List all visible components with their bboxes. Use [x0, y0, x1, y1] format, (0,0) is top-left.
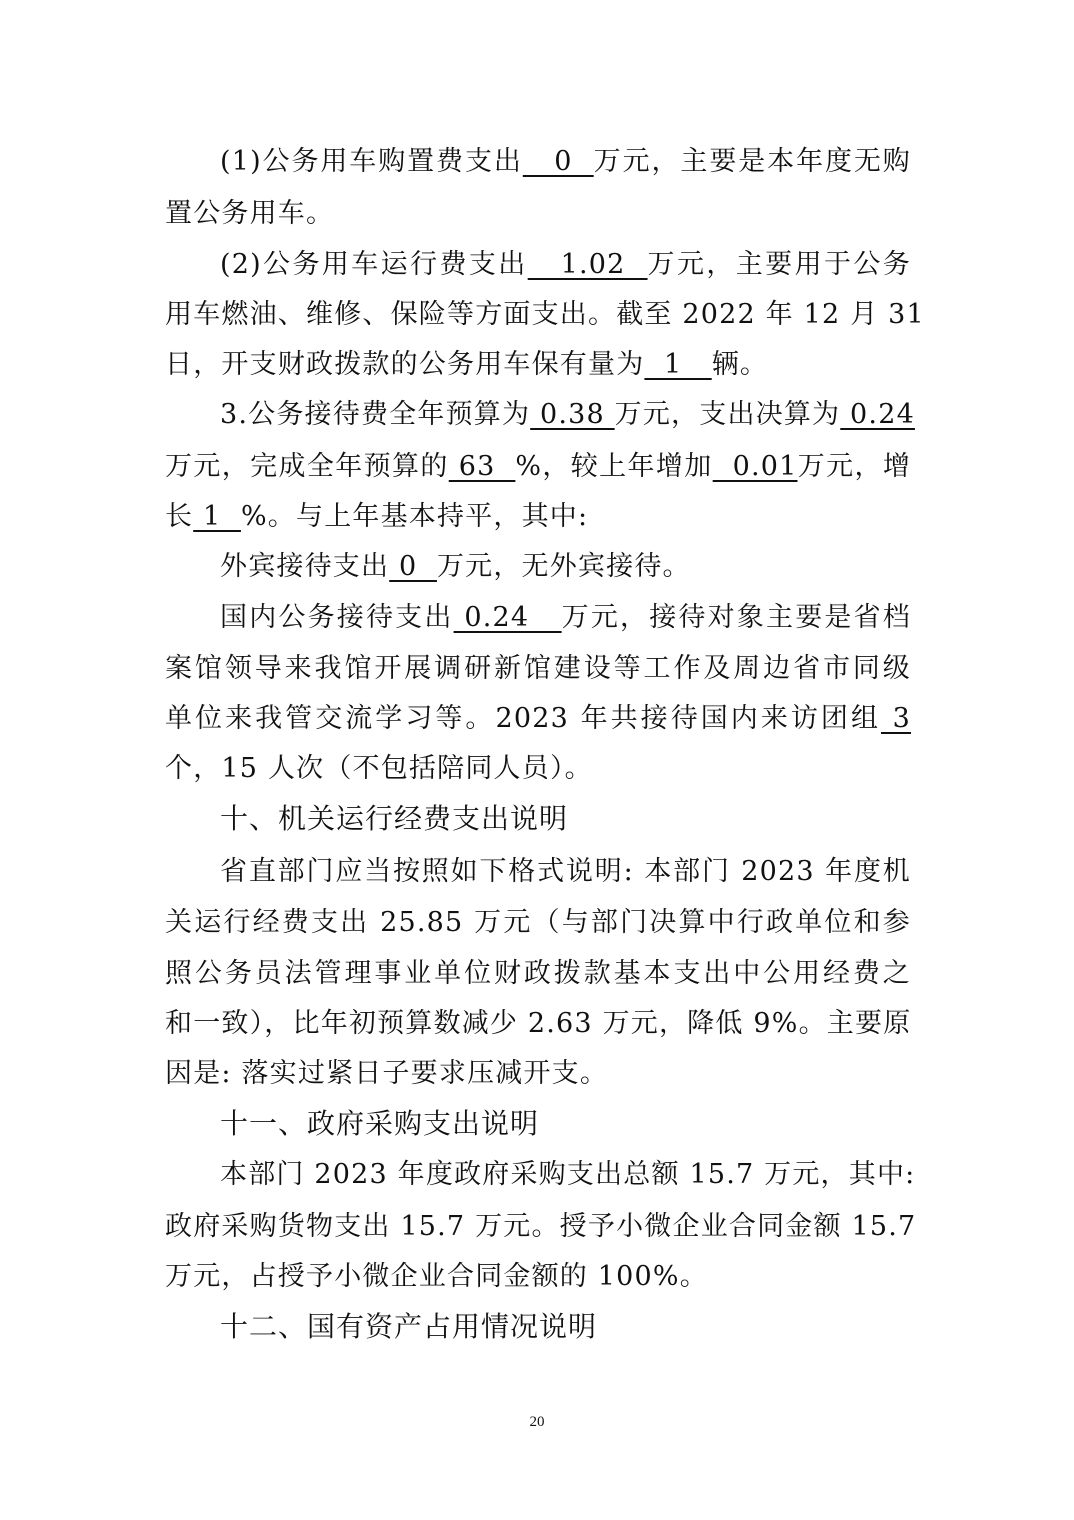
reception-line-3 — [165, 500, 911, 534]
section-10-line-2: 关运行经费支出 25.85 万元（与部门决算中行政单位和参 — [165, 907, 911, 938]
section-11-line-1: 本部门 2023 年度政府采购支出总额 15.7 万元，其中: — [220, 1159, 916, 1190]
car-operation-amount: 1.02 — [527, 249, 648, 280]
car-count: 1 — [644, 349, 712, 380]
car-operation-line3-suffix: 辆。 — [711, 349, 769, 380]
domestic-reception-line-4: 个，15 人次（不包括陪同人员）。 — [165, 753, 593, 784]
reception-mid: 万元，支出决算为 — [614, 399, 841, 430]
car-purchase-line-1 — [220, 145, 911, 179]
reception-pct: 63 — [448, 451, 516, 482]
foreign-reception-line — [220, 550, 911, 584]
section-10-line-5: 因是: 落实过紧日子要求压减开支。 — [165, 1058, 609, 1089]
reception-line3-a: 长 — [165, 501, 194, 532]
car-purchase-amount: 0 — [522, 146, 594, 177]
section-10-line-3: 照公务员法管理事业单位财政拨款基本支出中公用经费之 — [165, 958, 911, 989]
section-11-line-2: 政府采购货物支出 15.7 万元。授予小微企业合同金额 15.7 — [165, 1211, 917, 1242]
section-10-line-4: 和一致），比年初预算数减少 2.63 万元，降低 9%。主要原 — [165, 1008, 912, 1039]
domestic-amount: 0.24 — [453, 602, 562, 633]
reception-increase: 0.01 — [712, 451, 798, 482]
domestic-groups: 3 — [880, 703, 911, 734]
reception-growth: 1 — [193, 501, 241, 532]
reception-line2-b: %，较上年增加 — [515, 451, 713, 482]
car-purchase-suffix: 万元，主要是本年度无购 — [593, 146, 912, 177]
page-number: 20 — [529, 1414, 545, 1430]
car-operation-line-3 — [165, 348, 911, 382]
reception-budget: 0.38 — [530, 399, 615, 430]
domestic-line3-a: 单位来我管交流学习等。2023 年共接待国内来访团组 — [165, 703, 881, 734]
domestic-reception-line-1 — [220, 601, 911, 635]
section-12-heading: 十二、国有资产占用情况说明 — [220, 1310, 598, 1343]
car-purchase-prefix: (1)公务用车购置费支出 — [220, 146, 523, 177]
domestic-reception-line-3 — [165, 702, 911, 736]
reception-prefix: 3.公务接待费全年预算为 — [220, 399, 531, 430]
section-11-line-3: 万元，占授予小微企业合同金额的 100%。 — [165, 1261, 708, 1292]
foreign-amount: 0 — [389, 551, 437, 582]
reception-line3-b: %。与上年基本持平，其中: — [240, 501, 589, 532]
reception-line-2 — [165, 450, 911, 484]
section-11-heading: 十一、政府采购支出说明 — [220, 1107, 540, 1140]
car-operation-suffix: 万元，主要用于公务 — [647, 249, 911, 280]
reception-line2-a: 万元，完成全年预算的 — [165, 451, 449, 482]
car-purchase-line-2: 置公务用车。 — [165, 198, 335, 229]
domestic-suffix: 万元，接待对象主要是省档 — [561, 602, 911, 633]
foreign-suffix: 万元，无外宾接待。 — [436, 551, 691, 582]
car-operation-prefix: (2)公务用车运行费支出 — [220, 249, 528, 280]
domestic-prefix: 国内公务接待支出 — [220, 602, 454, 633]
foreign-prefix: 外宾接待支出 — [220, 551, 390, 582]
domestic-reception-line-2: 案馆领导来我馆开展调研新馆建设等工作及周边省市同级 — [165, 653, 911, 684]
reception-line-1 — [220, 398, 915, 432]
reception-line2-c: 万元，增 — [797, 451, 912, 482]
section-10-heading: 十、机关运行经费支出说明 — [220, 802, 569, 835]
car-operation-line-1 — [220, 248, 911, 282]
reception-actual: 0.24 — [840, 399, 915, 430]
car-operation-line-2: 用车燃油、维修、保险等方面支出。截至 2022 年 12 月 31 — [165, 299, 925, 330]
section-10-line-1: 省直部门应当按照如下格式说明: 本部门 2023 年度机 — [220, 856, 911, 887]
car-operation-line3-prefix: 日，开支财政拨款的公务用车保有量为 — [165, 349, 645, 380]
